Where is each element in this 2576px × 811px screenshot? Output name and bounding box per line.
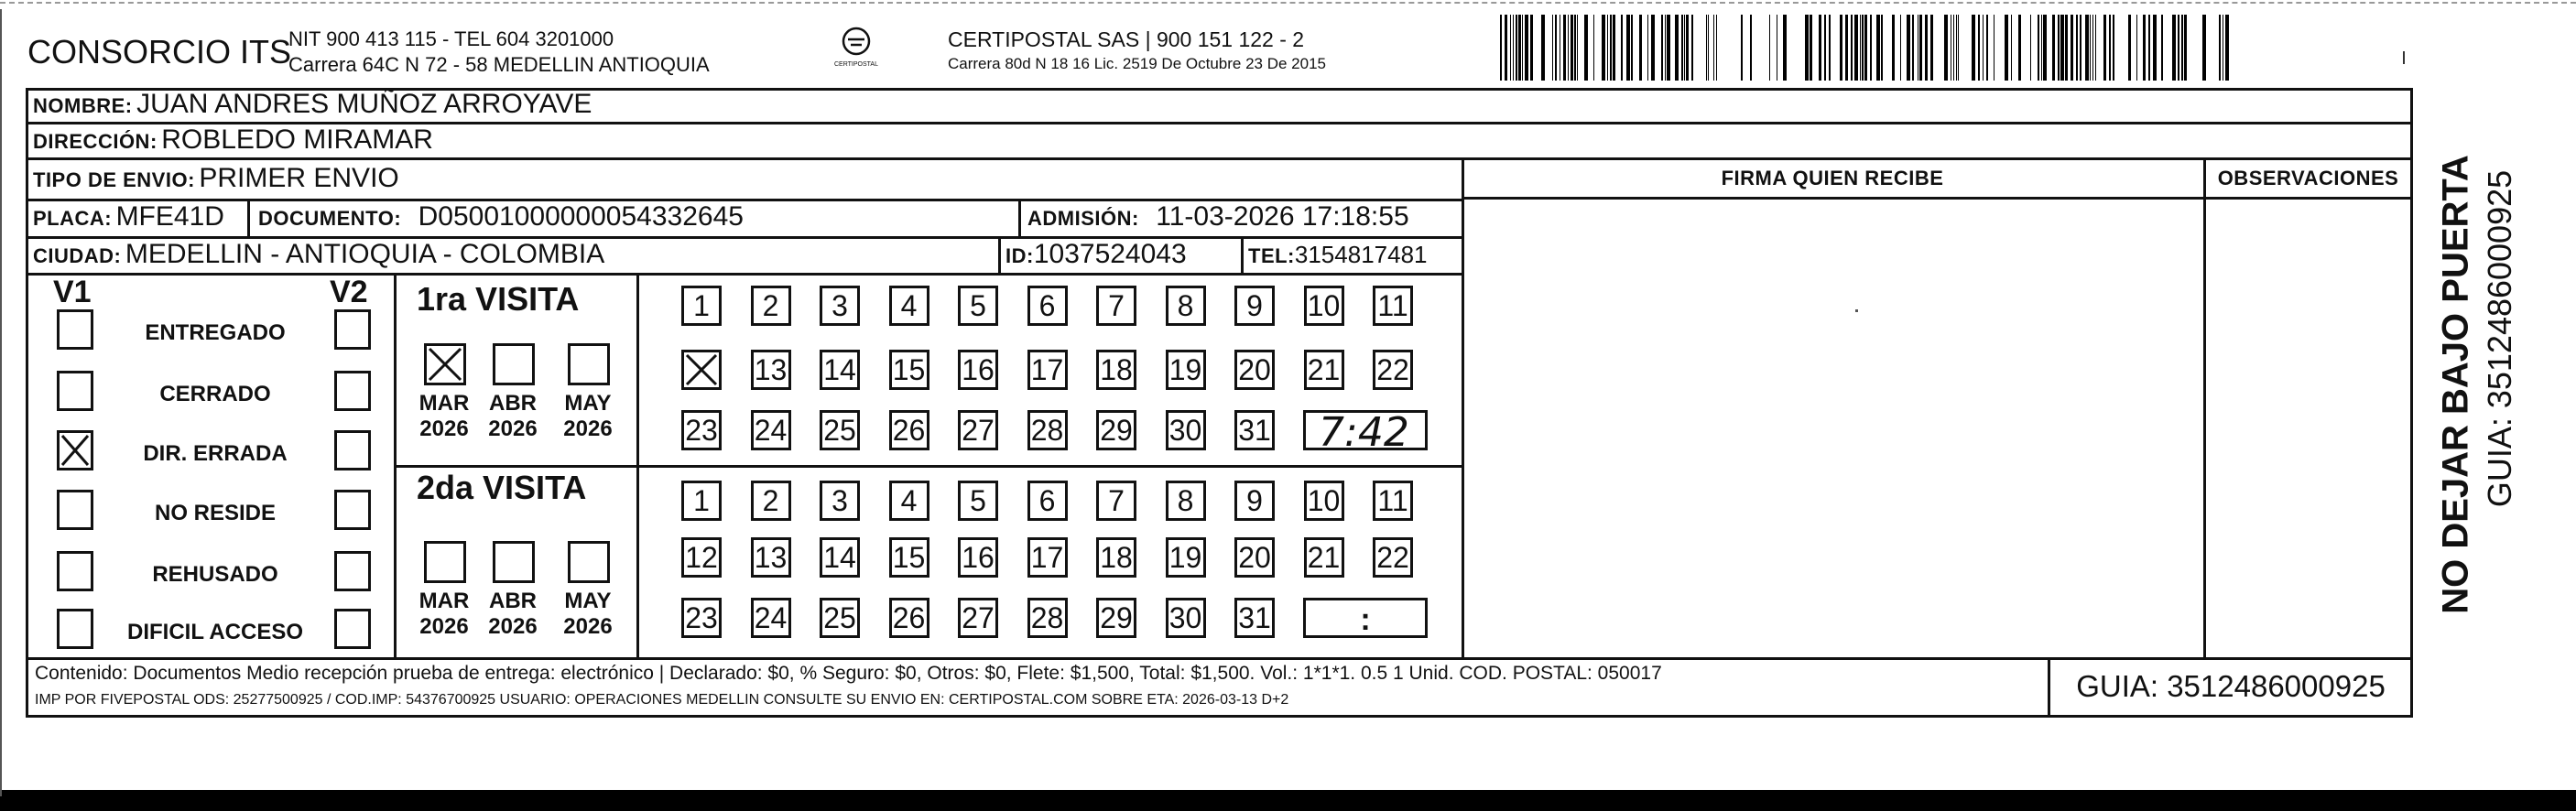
id-value: 1037524043 — [1033, 239, 1187, 269]
status-option-label: ENTREGADO — [145, 320, 286, 345]
id-label: ID: — [1005, 244, 1034, 267]
v1-checkbox[interactable] — [57, 609, 93, 649]
visit2-time: : — [1360, 602, 1371, 637]
day-box[interactable]: 7 — [1096, 286, 1136, 326]
admision-value: 11-03-2026 17:18:55 — [1156, 201, 1409, 232]
sender-address: Carrera 64C N 72 - 58 MEDELLIN ANTIOQUIA — [288, 53, 710, 76]
footer-content-line: Contenido: Documentos Medio recepción prueba de entrega: electrónico | Declarado: $0, % Seguro: $0, Otros: $0, Flete: $1,500, Total: $1,500. Vol.: 1*1*1. 0.5 1 Unid. COD. POSTAL: 050017 — [35, 663, 1662, 684]
footer-guia: GUIA: 3512486000925 — [2076, 669, 2386, 703]
sender-nit: NIT 900 413 115 - TEL 604 3201000 — [288, 27, 614, 50]
day-box[interactable]: 13 — [751, 350, 791, 390]
day-box[interactable]: 8 — [1166, 286, 1206, 326]
day-box[interactable]: 10 — [1304, 481, 1344, 521]
carrier-name: CERTIPOSTAL SAS | 900 151 122 - 2 — [948, 27, 1305, 51]
placa-label: PLACA: — [33, 207, 113, 230]
v2-checkbox[interactable] — [334, 551, 371, 591]
day-box[interactable]: 14 — [820, 350, 860, 390]
v2-header: V2 — [330, 275, 368, 309]
day-box[interactable]: 22 — [1373, 350, 1413, 390]
day-box[interactable]: 3 — [820, 286, 860, 326]
month-checkbox[interactable] — [493, 541, 535, 583]
documento-row — [258, 201, 744, 232]
tel-value: 3154817481 — [1294, 241, 1428, 268]
day-box[interactable]: 14 — [820, 537, 860, 578]
side-warning: NO DEJAR BAJO PUERTA — [2435, 155, 2476, 614]
v2-checkbox[interactable] — [334, 371, 371, 411]
day-box[interactable]: 20 — [1234, 350, 1275, 390]
month-checkbox[interactable] — [568, 541, 610, 583]
day-box[interactable]: 3 — [820, 481, 860, 521]
v1-checkbox[interactable] — [57, 551, 93, 591]
bottom-black-bar — [0, 790, 2576, 811]
carrier-address: Carrera 80d N 18 16 Lic. 2519 De Octubre 23 De 2015 — [948, 55, 1326, 72]
status-option-label: DIFICIL ACCESO — [126, 620, 303, 644]
signature-dot — [1855, 309, 1858, 312]
day-box[interactable]: 27 — [958, 598, 998, 638]
day-box[interactable]: 2 — [751, 481, 791, 521]
direccion-value: ROBLEDO MIRAMAR — [161, 124, 433, 155]
day-box[interactable]: 23 — [681, 598, 722, 638]
sender-name: CONSORCIO ITS — [27, 33, 292, 70]
day-box[interactable]: 30 — [1166, 410, 1206, 450]
status-option-label: DIR. ERRADA — [143, 441, 288, 466]
day-box[interactable]: 21 — [1304, 537, 1344, 578]
day-box[interactable]: 31 — [1234, 598, 1275, 638]
day-box[interactable]: 25 — [820, 598, 860, 638]
day-box[interactable]: 23 — [681, 410, 722, 450]
v1-header: V1 — [53, 275, 92, 309]
day-box[interactable]: 26 — [889, 598, 929, 638]
day-box[interactable]: 9 — [1234, 286, 1275, 326]
id-row — [1005, 239, 1187, 270]
day-box[interactable]: 11 — [1373, 286, 1413, 326]
nombre-row — [33, 89, 592, 120]
visit2-title: 2da VISITA — [417, 469, 587, 506]
month-checkbox[interactable] — [568, 343, 610, 385]
v1-checkbox[interactable] — [57, 371, 93, 411]
day-box[interactable]: 25 — [820, 410, 860, 450]
tipo-label: TIPO DE ENVIO: — [33, 168, 195, 191]
admision-row — [1027, 201, 1409, 232]
day-box[interactable]: 20 — [1234, 537, 1275, 578]
day-box[interactable]: 16 — [958, 350, 998, 390]
day-box[interactable]: 4 — [889, 286, 929, 326]
visit1-time: 7:42 — [1319, 409, 1409, 456]
v2-checkbox[interactable] — [334, 490, 371, 530]
day-box[interactable]: 30 — [1166, 598, 1206, 638]
day-box[interactable]: 24 — [751, 598, 791, 638]
status-option-label: REHUSADO — [152, 562, 278, 587]
day-box[interactable]: 28 — [1027, 598, 1068, 638]
v1-checkbox[interactable] — [57, 490, 93, 530]
day-box[interactable]: 7 — [1096, 481, 1136, 521]
month-checkbox[interactable] — [424, 541, 466, 583]
tel-label: TEL: — [1248, 244, 1295, 267]
day-box[interactable]: 16 — [958, 537, 998, 578]
day-box[interactable]: 18 — [1096, 350, 1136, 390]
placa-value: MFE41D — [115, 201, 224, 232]
day-box[interactable]: 6 — [1027, 481, 1068, 521]
v2-checkbox[interactable] — [334, 430, 371, 470]
tipo-value: PRIMER ENVIO — [199, 163, 399, 193]
side-tick — [2403, 51, 2405, 64]
day-box[interactable]: 28 — [1027, 410, 1068, 450]
visit1-title: 1ra VISITA — [417, 280, 580, 318]
day-box[interactable]: 27 — [958, 410, 998, 450]
day-box[interactable]: 5 — [958, 481, 998, 521]
v1-checkbox[interactable] — [57, 430, 93, 470]
day-box[interactable]: 19 — [1166, 537, 1206, 578]
day-box[interactable]: 12 — [681, 537, 722, 578]
day-box[interactable]: 17 — [1027, 537, 1068, 578]
direccion-label: DIRECCIÓN: — [33, 130, 158, 153]
documento-label: DOCUMENTO: — [258, 207, 402, 230]
direccion-row — [33, 124, 433, 156]
day-box[interactable] — [681, 350, 722, 390]
month-label: ABR 2026 — [488, 391, 538, 441]
day-box[interactable]: 9 — [1234, 481, 1275, 521]
visit1-time-box[interactable] — [1303, 409, 1428, 456]
day-box[interactable]: 29 — [1096, 410, 1136, 450]
day-box[interactable]: 21 — [1304, 350, 1344, 390]
day-box[interactable]: 17 — [1027, 350, 1068, 390]
day-box[interactable]: 22 — [1373, 537, 1413, 578]
month-label: ABR 2026 — [488, 589, 538, 639]
day-box[interactable]: 8 — [1166, 481, 1206, 521]
footer-print-line: IMP POR FIVEPOSTAL ODS: 25277500925 / COD.IMP: 54376700925 USUARIO: OPERACIONES MEDELLIN CONSULTE SU ENVIO EN: CERTIPOSTAL.COM SOBRE ETA: 2026-03-13 D+2 — [35, 692, 1289, 708]
x-mark-icon — [60, 433, 91, 468]
observaciones-header: OBSERVACIONES — [2217, 167, 2399, 189]
nombre-label: NOMBRE: — [33, 94, 133, 117]
side-guia: GUIA: 3512486000925 — [2481, 169, 2518, 508]
day-box[interactable]: 2 — [751, 286, 791, 326]
v2-checkbox[interactable] — [334, 609, 371, 649]
documento-value: D05001000000054332645 — [418, 201, 744, 232]
v2-checkbox[interactable] — [334, 309, 371, 350]
tipo-row — [33, 163, 399, 194]
day-box[interactable]: 5 — [958, 286, 998, 326]
day-box[interactable]: 19 — [1166, 350, 1206, 390]
certipostal-logo-icon — [838, 26, 875, 57]
day-box[interactable]: 29 — [1096, 598, 1136, 638]
day-box[interactable]: 31 — [1234, 410, 1275, 450]
day-box[interactable]: 24 — [751, 410, 791, 450]
day-box[interactable]: 11 — [1373, 481, 1413, 521]
admision-label: ADMISIÓN: — [1027, 207, 1139, 230]
x-mark-icon — [684, 352, 719, 387]
month-label: MAR 2026 — [418, 391, 470, 441]
day-box[interactable]: 26 — [889, 410, 929, 450]
tel-row — [1248, 241, 1428, 269]
day-box[interactable]: 1 — [681, 481, 722, 521]
day-box[interactable]: 13 — [751, 537, 791, 578]
left-edge-line — [0, 9, 2, 796]
v1-checkbox[interactable] — [57, 309, 93, 350]
status-option-label: CERRADO — [159, 382, 271, 406]
day-box[interactable]: 18 — [1096, 537, 1136, 578]
barcode-icon — [1500, 15, 2234, 81]
visit2-time-box[interactable] — [1303, 598, 1428, 638]
month-label: MAY 2026 — [563, 589, 613, 639]
top-border-line — [0, 2, 2576, 4]
day-box[interactable]: 10 — [1304, 286, 1344, 326]
ciudad-value: MEDELLIN - ANTIOQUIA - COLOMBIA — [125, 239, 605, 269]
month-checkbox[interactable] — [424, 343, 466, 385]
day-box[interactable]: 15 — [889, 350, 929, 390]
month-label: MAR 2026 — [418, 589, 470, 639]
nombre-value: JUAN ANDRES MUÑOZ ARROYAVE — [136, 89, 592, 119]
ciudad-row — [33, 239, 604, 270]
firma-header: FIRMA QUIEN RECIBE — [1721, 167, 1944, 189]
day-box[interactable]: 4 — [889, 481, 929, 521]
x-mark-icon — [427, 346, 463, 383]
month-label: MAY 2026 — [563, 391, 613, 441]
day-box[interactable]: 15 — [889, 537, 929, 578]
day-box[interactable]: 1 — [681, 286, 722, 326]
day-box[interactable]: 6 — [1027, 286, 1068, 326]
placa-row — [33, 201, 224, 232]
ciudad-label: CIUDAD: — [33, 244, 122, 267]
month-checkbox[interactable] — [493, 343, 535, 385]
status-option-label: NO RESIDE — [154, 501, 277, 525]
carrier-logo: CERTIPOSTAL — [824, 26, 888, 71]
